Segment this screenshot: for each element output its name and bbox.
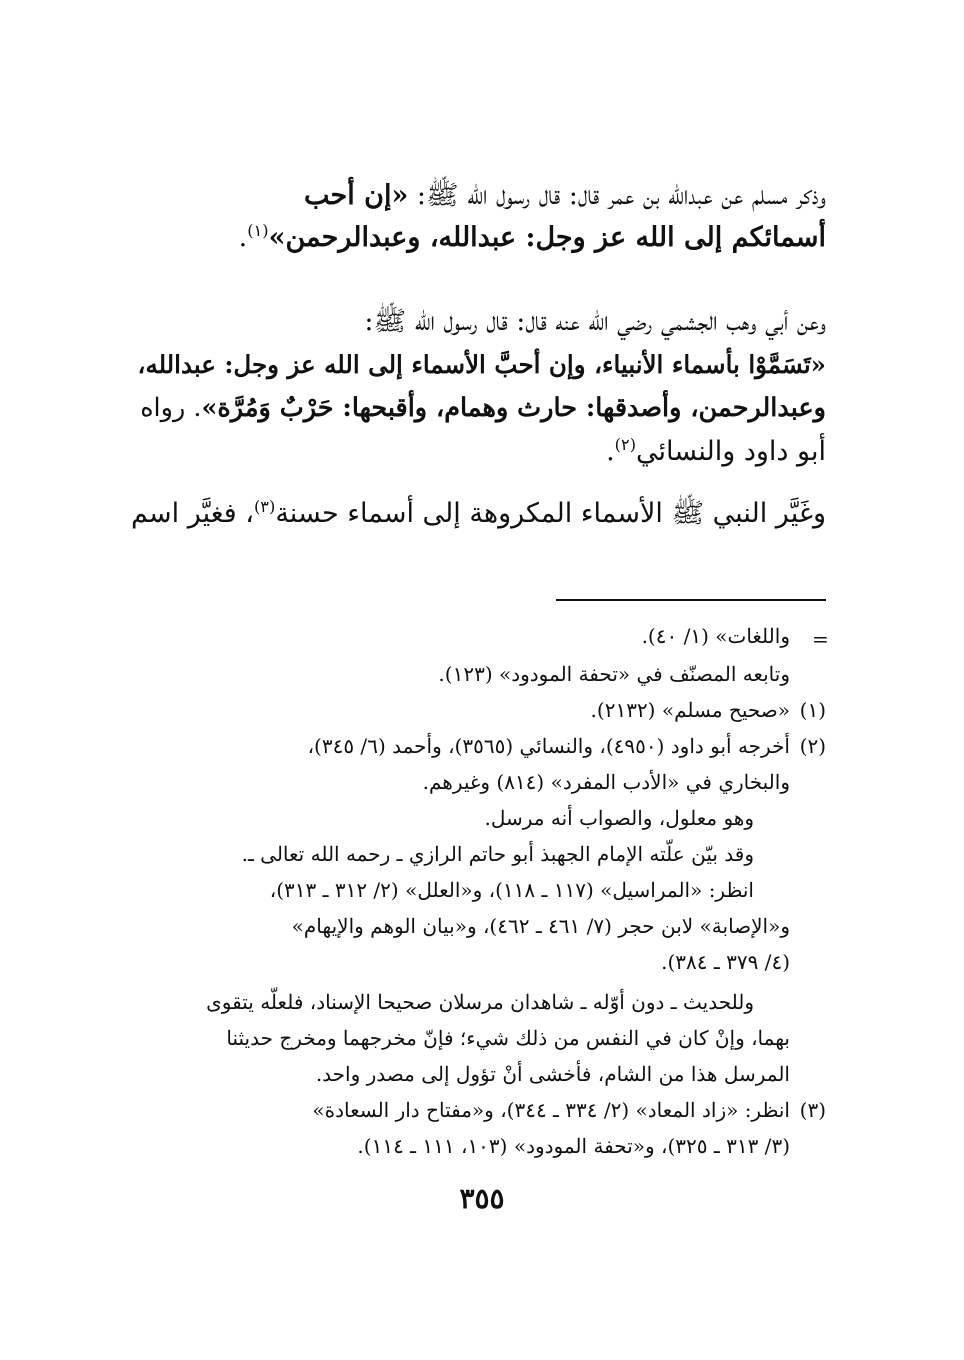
footnote-number: (٢) [799, 734, 826, 758]
main-text-line: وذكر مسلم عن عبدالله بن عمر قال: قال رسول الله ﷺ: «إن أحب [304, 180, 826, 211]
footnote-line: وهو معلول، والصواب أنه مرسل. [484, 806, 754, 830]
footnote-ref: (٢) [614, 435, 637, 454]
footnote-separator [556, 599, 826, 601]
main-text-line: «تَسَمَّوْا بأسماء الأنبياء، وإن أحبَّ الأسماء إلى الله عز وجل: عبدالله، [137, 350, 826, 379]
footnote-number: (٣) [799, 1098, 826, 1122]
footnote-1: (١)«صحيح مسلم» (٢١٣٢). [590, 698, 826, 722]
footnote-2: (٢)أخرجه أبو داود (٤٩٥٠)، والنسائي (٣٥٦٥)، وأحمد (٦/ ٣٤٥)، [307, 734, 826, 758]
main-text-line: وغَيَّر النبي ﷺ الأسماء المكروهة إلى أسماء حسنة$^{(٣)}$، فغيَّر اسم [131, 497, 826, 529]
continuation-mark: = [812, 627, 829, 651]
footnote-line: و«الإصابة» لابن حجر (٧/ ٤٦١ ـ ٤٦٢)، و«بيان الوهم والإيهام» [291, 914, 790, 938]
main-text-line: أسمائكم إلى الله عز وجل: عبدالله، وعبدالرحمن»$^{(١)}$. [238, 221, 826, 253]
page-number: ٣٥٥ [459, 1182, 505, 1215]
footnote-3: (٣)انظر: «زاد المعاد» (٢/ ٣٣٤ ـ ٣٤٤)، و«مفتاح دار السعادة» [312, 1098, 826, 1122]
footnote-line: والبخاري في «الأدب المفرد» (٨١٤) وغيرهم. [422, 770, 790, 794]
footnote-line: بهما، وإنْ كان في النفس من ذلك شيء؛ فإنّ مخرجهما ومخرج حديثنا [226, 1026, 790, 1050]
footnote-line: وتابعه المصنّف في «تحفة المودود» (١٢٣). [438, 662, 790, 686]
footnote-ref: (١) [247, 221, 269, 240]
footnote-line: انظر: «المراسيل» (١١٧ ـ ١١٨)، و«العلل» (٢/ ٣١٢ ـ ٣١٣)، [269, 878, 754, 902]
footnote-line: (٣/ ٣١٣ ـ ٣٢٥)، و«تحفة المودود» (١٠٣، ١١١ ـ ١١٤). [357, 1134, 790, 1158]
footnote-line: واللغات» (١/ ٤٠). [641, 624, 790, 648]
main-text-line: وعن أبي وهب الجشمي رضي الله عنه قال: قال رسول الله ﷺ: [364, 306, 826, 337]
footnote-line: وللحديث ـ دون أوّله ـ شاهدان مرسلان صحيحا الإسناد، فلعلّه يتقوى [206, 990, 754, 1014]
footnote-line: (٤/ ٣٧٩ ـ ٣٨٤). [661, 950, 790, 974]
main-text-line: وعبدالرحمن، وأصدقها: حارث وهمام، وأقبحها: حَرْبٌ وَمُرَّة». رواه [140, 393, 826, 423]
footnote-ref: (٣) [253, 497, 276, 516]
main-text-line: أبو داود والنسائي$^{(٢)}$. [606, 435, 826, 467]
footnote-line: وقد بيّن علّته الإمام الجهبذ أبو حاتم الرازي ـ رحمه الله تعالى ـ. [241, 842, 754, 866]
footnote-line: المرسل هذا من الشام، فأخشى أنْ تؤول إلى مصدر واحد. [315, 1062, 790, 1086]
footnote-number: (١) [799, 698, 826, 722]
